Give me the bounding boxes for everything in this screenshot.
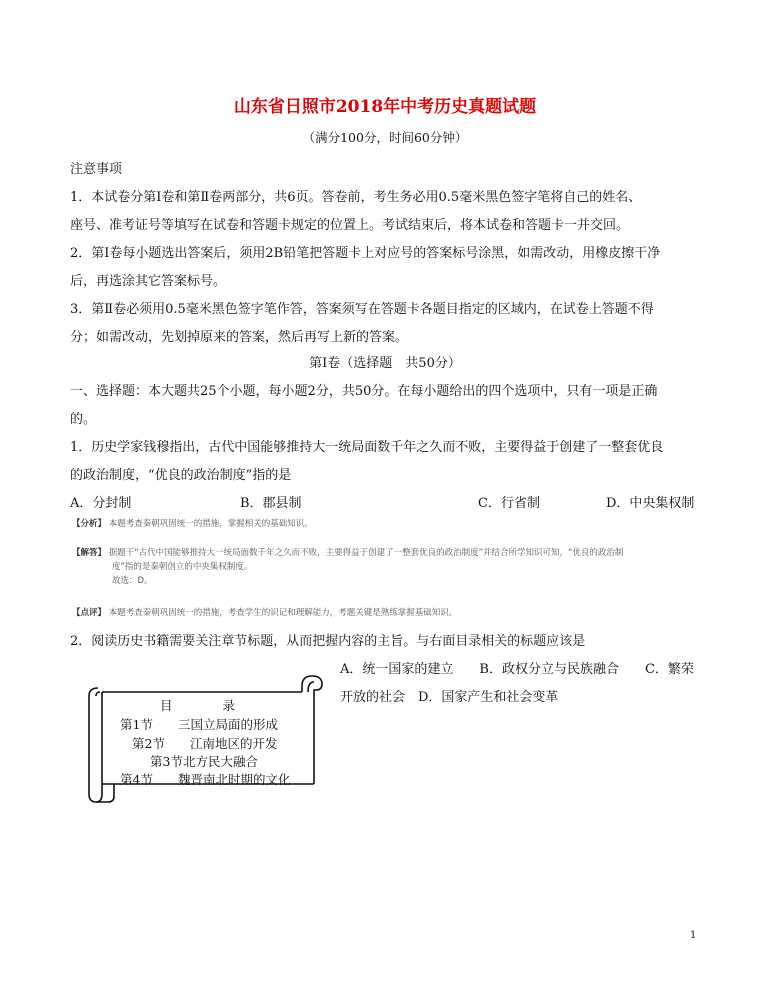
scroll-item: 第1节 三国立局面的形成 xyxy=(120,717,278,732)
notice-line: 2．第Ⅰ卷每小题选出答案后，须用2B铅笔把答题卡上对应号的答案标号涂黑，如需改动，用橡皮擦干净 xyxy=(70,246,661,261)
page-title: 山东省日照市2018年中考历史真题试题 xyxy=(233,97,537,117)
comment-text: 本题考查秦朝巩固统一的措施，考查学生的识记和理解能力，考题关键是熟练掌握基础知识。 xyxy=(108,608,458,618)
question-1-option-b: B．郡县制 xyxy=(240,496,302,511)
question-1-option-c: C．行省制 xyxy=(478,496,540,511)
instruction-line: 的。 xyxy=(70,412,97,427)
scroll-title: 目 录 xyxy=(160,698,236,713)
question-1-stem: 1．历史学家钱穆指出，古代中国能够推持大一统局面数千年之久而不败，主要得益于创建了一整套优良 xyxy=(70,440,664,455)
table-of-contents-scroll xyxy=(88,672,332,804)
analysis-tag: 【分析】 xyxy=(72,519,107,529)
notice-line: 后，再选涂其它答案标号。 xyxy=(70,274,227,289)
section-heading: 第Ⅰ卷（选择题 共50分） xyxy=(309,356,461,371)
question-1-option-a: A．分封制 xyxy=(70,496,132,511)
question-2-options: A．统一国家的建立 B．政权分立与民族融合 C．繁荣 xyxy=(340,662,694,677)
analysis-note xyxy=(72,517,313,531)
notice-heading: 注意事项 xyxy=(70,162,123,177)
question-2-options: 开放的社会 D．国家产生和社会变革 xyxy=(340,690,559,705)
notice-line: 3．第Ⅱ卷必须用0.5毫米黑色签字笔作答，答案须写在答题卡各题目指定的区域内，在试卷上答题不得 xyxy=(70,302,654,317)
answer-text: 度”指的是秦朝创立的中央集权制度。 xyxy=(112,562,253,572)
question-1-stem: 的政治制度，“优良的政治制度”指的是 xyxy=(70,468,292,483)
page-subtitle: （满分100分，时间60分钟） xyxy=(302,130,468,145)
answer-text: 据题干“古代中国能够推持大一统局面数千年之久而不败，主要得益于创建了一整套优良的政治制度”并结合所学知识可知，“优良的政治制 xyxy=(108,548,624,558)
answer-choice: 故选：D。 xyxy=(112,576,153,586)
answer-note xyxy=(72,546,623,588)
notice-line: 分；如需改动，先划掉原来的答案，然后再写上新的答案。 xyxy=(70,330,409,345)
comment-note xyxy=(72,606,457,620)
scroll-item: 第4节 魏晋南北时期的文化 xyxy=(120,772,291,787)
notice-line: 座号、准考证号等填写在试卷和答题卡规定的位置上。考试结束后，将本试卷和答题卡一并交回。 xyxy=(70,218,630,233)
scroll-item: 第2节 江南地区的开发 xyxy=(132,736,278,751)
instruction-line: 一、选择题：本大题共25个小题，每小题2分，共50分。在每小题给出的四个选项中，只有一项是正确 xyxy=(70,384,658,399)
notice-line: 1．本试卷分第Ⅰ卷和第Ⅱ卷两部分，共6页。答卷前，考生务必用0.5毫米黑色签字笔将自己的姓名、 xyxy=(70,190,642,205)
question-1-option-d: D．中央集权制 xyxy=(606,496,695,511)
analysis-text: 本题考查秦朝巩固统一的措施，掌握相关的基础知识。 xyxy=(108,519,313,529)
answer-tag: 【解答】 xyxy=(72,548,107,558)
page-number: 1 xyxy=(690,930,697,941)
scroll-item: 第3节北方民大融合 xyxy=(150,754,258,769)
comment-tag: 【点评】 xyxy=(72,608,107,618)
question-2-stem: 2．阅读历史书籍需要关注章节标题，从而把握内容的主旨。与右面目录相关的标题应该是 xyxy=(70,634,586,649)
